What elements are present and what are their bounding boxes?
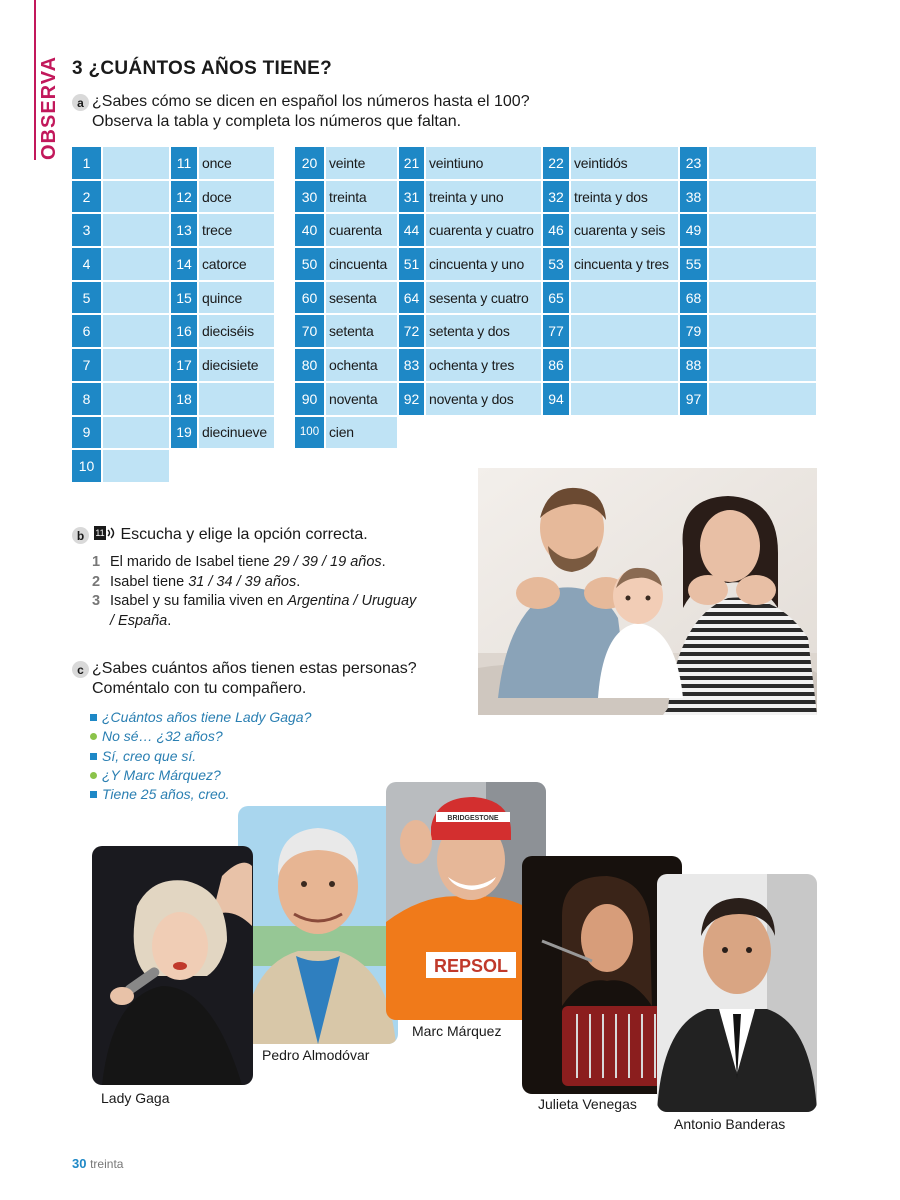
word-cell: cuarenta y seis (570, 213, 679, 247)
part-b-item-3 (92, 592, 416, 612)
blank-answer-cell[interactable] (708, 247, 817, 281)
blank-answer-cell[interactable] (102, 314, 170, 348)
dialog-text: Sí, creo que sí. (102, 747, 197, 764)
dialog-text: ¿Cuántos años tiene Lady Gaga? (102, 709, 312, 725)
table-row (294, 213, 817, 247)
number-cell: 10 (71, 449, 102, 483)
caption-julieta-venegas: Julieta Venegas (538, 1096, 637, 1112)
item-options[interactable]: 31 / 34 / 39 años (188, 573, 297, 590)
word-cell: sesenta y cuatro (425, 281, 542, 315)
table-row (71, 146, 275, 180)
side-rule (34, 0, 36, 160)
dialog-line (90, 708, 311, 727)
page-number-word: treinta (90, 1157, 124, 1171)
number-cell: 50 (294, 247, 325, 281)
part-a-badge: a (72, 94, 89, 111)
dialog-line (90, 766, 311, 785)
section-title-text: ¿CUÁNTOS AÑOS TIENE? (88, 58, 332, 79)
table-row (294, 382, 817, 416)
blank-answer-cell[interactable] (570, 382, 679, 416)
caption-marc-marquez: Marc Márquez (412, 1023, 502, 1039)
number-cell: 12 (170, 180, 198, 214)
dialog-line (90, 727, 311, 746)
number-cell: 68 (679, 281, 708, 315)
item-options[interactable]: Argentina / Uruguay (287, 593, 417, 609)
blank-answer-cell[interactable] (102, 213, 170, 247)
word-cell: cincuenta y uno (425, 247, 542, 281)
section-number: 3 (72, 58, 83, 79)
number-cell: 18 (170, 382, 198, 416)
photo-pedro-almodovar (238, 806, 398, 1044)
repsol-logo: REPSOL (433, 956, 509, 976)
blank-answer-cell[interactable] (708, 314, 817, 348)
item-number: 3 (92, 593, 101, 609)
word-cell: setenta y dos (425, 314, 542, 348)
number-cell: 90 (294, 382, 325, 416)
table-row (294, 314, 817, 348)
section-title (72, 58, 332, 80)
table-row (294, 146, 817, 180)
part-b-item-2 (92, 573, 416, 593)
square-bullet-icon (90, 791, 97, 798)
part-b-item-1 (92, 553, 416, 573)
blank-answer-cell[interactable] (570, 348, 679, 382)
part-c-line-2: Coméntalo con tu compañero. (92, 680, 307, 697)
table-row (71, 449, 275, 483)
item-end: . (381, 554, 386, 570)
number-cell: 16 (170, 314, 198, 348)
caption-antonio-banderas: Antonio Banderas (674, 1116, 786, 1132)
table-row (294, 247, 817, 281)
number-cell: 31 (398, 180, 425, 214)
page-footer (72, 1156, 123, 1171)
part-b-instruction (72, 525, 368, 545)
number-cell: 92 (398, 382, 425, 416)
number-cell: 53 (542, 247, 570, 281)
number-cell: 11 (170, 146, 198, 180)
number-cell: 30 (294, 180, 325, 214)
word-cell: cuarenta y cuatro (425, 213, 542, 247)
square-bullet-icon (90, 753, 97, 760)
table-row (71, 416, 275, 450)
number-cell: 64 (398, 281, 425, 315)
bridgestone-logo: BRIDGESTONE (447, 815, 499, 822)
numbers-table-left (70, 145, 276, 484)
caption-lady-gaga: Lady Gaga (101, 1090, 170, 1106)
number-cell: 65 (542, 281, 570, 315)
word-cell: veintidós (570, 146, 679, 180)
blank-answer-cell[interactable] (102, 247, 170, 281)
number-cell: 6 (71, 314, 102, 348)
item-options[interactable]: 29 / 39 / 19 años (273, 554, 382, 570)
number-cell: 1 (71, 146, 102, 180)
number-cell: 32 (542, 180, 570, 214)
number-cell: 72 (398, 314, 425, 348)
number-cell: 4 (71, 247, 102, 281)
word-cell: diecisiete (198, 348, 275, 382)
word-cell: trece (198, 213, 275, 247)
word-cell: noventa (325, 382, 398, 416)
number-cell: 94 (542, 382, 570, 416)
number-cell: 7 (71, 348, 102, 382)
item-end: . (167, 612, 172, 629)
word-cell: treinta (325, 180, 398, 214)
part-c-badge: c (72, 661, 89, 678)
photo-antonio-banderas (657, 874, 817, 1112)
blank-answer-cell[interactable] (102, 281, 170, 315)
word-cell: doce (198, 180, 275, 214)
square-bullet-icon (90, 714, 97, 721)
word-cell: setenta (325, 314, 398, 348)
part-b-item-3-continued (92, 612, 416, 632)
table-row (294, 416, 817, 450)
number-cell: 13 (170, 213, 198, 247)
empty-cell (542, 416, 679, 450)
word-cell: catorce (198, 247, 275, 281)
part-c-instruction (72, 659, 417, 699)
number-cell: 19 (170, 416, 198, 450)
photo-lady-gaga (92, 846, 253, 1085)
part-a-line-2: Observa la tabla y completa los números que faltan. (92, 113, 462, 130)
number-cell: 14 (170, 247, 198, 281)
blank-answer-cell[interactable] (102, 449, 170, 483)
number-cell: 51 (398, 247, 425, 281)
empty-cell (398, 416, 542, 450)
table-row (71, 382, 275, 416)
word-cell: ochenta (325, 348, 398, 382)
number-cell: 80 (294, 348, 325, 382)
number-cell: 77 (542, 314, 570, 348)
part-a-line-1: ¿Sabes cómo se dicen en español los números hasta el 100? (92, 93, 530, 110)
word-cell: sesenta (325, 281, 398, 315)
word-cell: cien (325, 416, 398, 450)
number-cell: 22 (542, 146, 570, 180)
word-cell: veintiuno (425, 146, 542, 180)
dialog-line (90, 785, 311, 804)
caption-pedro-almodovar: Pedro Almodóvar (262, 1047, 370, 1063)
empty-cell (170, 449, 275, 483)
number-cell: 3 (71, 213, 102, 247)
table-row (71, 180, 275, 214)
word-cell: diecinueve (198, 416, 275, 450)
dialog-text: ¿Y Marc Márquez? (102, 766, 221, 783)
table-row (294, 281, 817, 315)
number-cell: 17 (170, 348, 198, 382)
blank-answer-cell[interactable] (708, 348, 817, 382)
side-label-observa: OBSERVA (38, 55, 60, 160)
blank-answer-cell[interactable] (198, 382, 275, 416)
blank-answer-cell[interactable] (708, 146, 817, 180)
family-photo (478, 468, 817, 715)
item-text: Isabel y su familia viven en (110, 593, 288, 609)
blank-answer-cell[interactable] (708, 382, 817, 416)
circle-bullet-icon (90, 772, 97, 779)
blank-answer-cell[interactable] (102, 180, 170, 214)
banderas-illustration (657, 874, 817, 1112)
part-b-instruction-text: Escucha y elige la opción correcta. (120, 526, 368, 543)
item-text: Isabel tiene (110, 573, 189, 590)
number-cell: 5 (71, 281, 102, 315)
blank-answer-cell[interactable] (102, 146, 170, 180)
dialog-text: Tiene 25 años, creo. (102, 786, 230, 803)
word-cell: ochenta y tres (425, 348, 542, 382)
table-row (71, 213, 275, 247)
word-cell: cincuenta (325, 247, 398, 281)
blank-answer-cell[interactable] (708, 213, 817, 247)
number-cell: 23 (679, 146, 708, 180)
number-cell: 2 (71, 180, 102, 214)
part-a-instruction (72, 92, 530, 132)
numbers-table-right (293, 145, 818, 450)
page-number: 30 (72, 1156, 87, 1171)
table-row (294, 180, 817, 214)
part-b-badge: b (72, 527, 89, 544)
circle-bullet-icon (90, 733, 97, 740)
blank-answer-cell[interactable] (102, 382, 170, 416)
table-row (71, 247, 275, 281)
blank-answer-cell[interactable] (708, 180, 817, 214)
part-c-line-1: ¿Sabes cuántos años tienen estas personas? (92, 660, 417, 677)
almodovar-illustration (238, 806, 398, 1044)
word-cell: dieciséis (198, 314, 275, 348)
item-number: 1 (92, 554, 101, 570)
dialog-text: No sé… ¿32 años? (102, 728, 223, 745)
number-cell: 60 (294, 281, 325, 315)
blank-answer-cell[interactable] (570, 281, 679, 315)
item-number: 2 (92, 573, 101, 590)
number-cell: 44 (398, 213, 425, 247)
dialog-line (90, 747, 311, 766)
audio-track-number: 11 (95, 528, 105, 538)
item-options[interactable]: / España (110, 612, 168, 629)
blank-answer-cell[interactable] (570, 314, 679, 348)
word-cell: cuarenta (325, 213, 398, 247)
number-cell: 46 (542, 213, 570, 247)
blank-answer-cell[interactable] (708, 281, 817, 315)
number-cell: 8 (71, 382, 102, 416)
number-cell: 86 (542, 348, 570, 382)
item-text: El marido de Isabel tiene (110, 554, 274, 570)
word-cell: cincuenta y tres (570, 247, 679, 281)
number-cell: 20 (294, 146, 325, 180)
number-cell: 21 (398, 146, 425, 180)
word-cell: once (198, 146, 275, 180)
family-photo-illustration (478, 468, 817, 715)
part-b-items (92, 553, 416, 631)
number-cell: 100 (294, 416, 325, 450)
table-row (71, 348, 275, 382)
word-cell: noventa y dos (425, 382, 542, 416)
gaga-illustration (92, 846, 253, 1085)
number-cell: 15 (170, 281, 198, 315)
audio-icon[interactable] (94, 526, 116, 540)
item-end: . (296, 573, 301, 590)
table-row (294, 348, 817, 382)
table-row (71, 314, 275, 348)
word-cell: treinta y dos (570, 180, 679, 214)
word-cell: treinta y uno (425, 180, 542, 214)
word-cell: quince (198, 281, 275, 315)
sample-dialog (90, 708, 311, 804)
number-cell: 38 (679, 180, 708, 214)
word-cell: veinte (325, 146, 398, 180)
number-cell: 83 (398, 348, 425, 382)
number-cell: 70 (294, 314, 325, 348)
number-cell: 49 (679, 213, 708, 247)
empty-cell (679, 416, 817, 450)
blank-answer-cell[interactable] (102, 348, 170, 382)
number-cell: 97 (679, 382, 708, 416)
number-cell: 79 (679, 314, 708, 348)
number-cell: 88 (679, 348, 708, 382)
speaker-waves-icon (106, 526, 116, 540)
blank-answer-cell[interactable] (102, 416, 170, 450)
number-cell: 40 (294, 213, 325, 247)
number-cell: 9 (71, 416, 102, 450)
number-cell: 55 (679, 247, 708, 281)
table-row (71, 281, 275, 315)
